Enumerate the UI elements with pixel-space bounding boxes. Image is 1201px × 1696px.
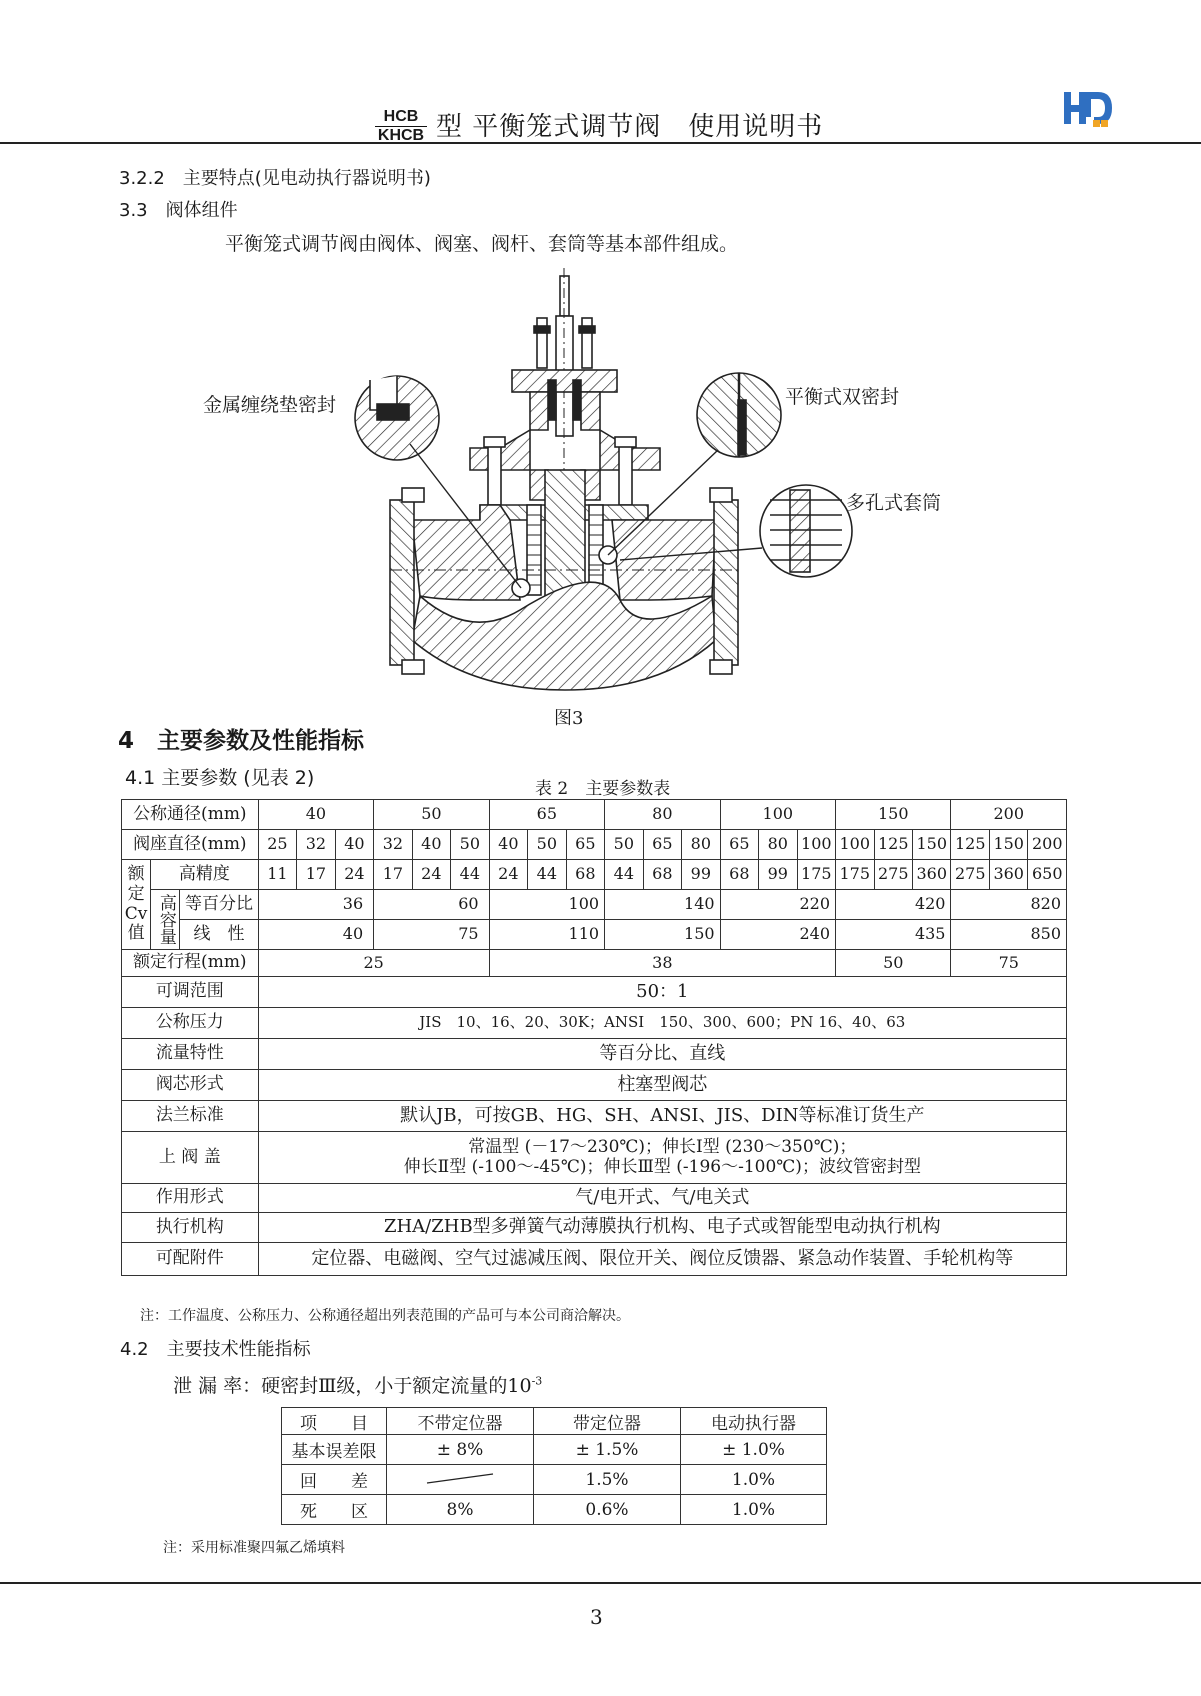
perf-cell: 死 区 xyxy=(282,1495,387,1525)
seat-cell: 65 xyxy=(643,830,681,860)
table-row xyxy=(122,1008,1067,1039)
label-seat-diameter: 阀座直径(mm) xyxy=(122,830,259,860)
perf-header: 带定位器 xyxy=(534,1408,681,1435)
leakage-rate-text xyxy=(173,1371,542,1398)
table-2-note: 注：工作温度、公称压力、公称通径超出列表范围的产品可与本公司商洽解决。 xyxy=(140,1308,630,1324)
row-label: 作用形式 xyxy=(122,1184,259,1213)
seat-cell: 80 xyxy=(682,830,721,860)
bonnet-value xyxy=(258,1132,1066,1184)
row-value: 50：1 xyxy=(258,977,1066,1008)
table-row xyxy=(122,890,1067,920)
callout-metal-gasket-seal: 金属缠绕垫密封 xyxy=(203,394,337,416)
seat-cell: 40 xyxy=(335,830,374,860)
table-row xyxy=(282,1408,827,1435)
cv-cell: 220 xyxy=(720,890,835,920)
seat-cell: 32 xyxy=(297,830,335,860)
perf-cell: 1.0% xyxy=(681,1495,827,1525)
label-high-capacity: 高容量 xyxy=(151,890,180,950)
perf-cell-na xyxy=(387,1465,534,1495)
table-row xyxy=(282,1465,827,1495)
cv-cell: 175 xyxy=(836,860,874,890)
perf-cell: 1.5% xyxy=(534,1465,681,1495)
cv-cell: 360 xyxy=(989,860,1027,890)
row-label: 执行机构 xyxy=(122,1213,259,1243)
row-value: ZHA/ZHB型多弹簧气动薄膜执行机构、电子式或智能型电动执行机构 xyxy=(258,1213,1066,1243)
bonnet-line-1: 常温型 (－17～230℃)；伸长Ⅰ型 (230～350℃)； xyxy=(468,1136,857,1157)
dn-cell: 65 xyxy=(489,800,604,830)
figure-caption: 图3 xyxy=(554,708,584,729)
model-code-top: HCB xyxy=(375,108,427,127)
row-label: 流量特性 xyxy=(122,1039,259,1070)
perf-cell: ± 1.5% xyxy=(534,1435,681,1465)
main-parameters-table xyxy=(121,799,1067,1276)
table-row xyxy=(122,1101,1067,1132)
row-value: 柱塞型阀芯 xyxy=(258,1070,1066,1101)
cv-cell: 435 xyxy=(836,920,951,950)
cv-cell: 17 xyxy=(297,860,335,890)
perf-cell: 0.6% xyxy=(534,1495,681,1525)
page-number: 3 xyxy=(590,1605,603,1629)
section-4-1: 4.1 主要参数 (见表 2) xyxy=(125,767,315,789)
seat-cell: 100 xyxy=(797,830,835,860)
perf-cell: 基本误差限 xyxy=(282,1435,387,1465)
seat-cell: 25 xyxy=(258,830,296,860)
cv-cell: 820 xyxy=(951,890,1067,920)
travel-cell: 50 xyxy=(836,950,951,977)
cv-cell: 100 xyxy=(489,890,604,920)
cv-cell: 44 xyxy=(451,860,490,890)
cv-cell: 360 xyxy=(913,860,951,890)
footer-rule xyxy=(0,1582,1201,1584)
section-4-heading: 4 主要参数及性能指标 xyxy=(118,728,365,754)
cv-cell: 420 xyxy=(836,890,951,920)
valve-cross-section-diagram xyxy=(0,0,1201,740)
table-row xyxy=(282,1435,827,1465)
table-row xyxy=(122,977,1067,1008)
travel-cell: 75 xyxy=(951,950,1067,977)
cv-cell: 68 xyxy=(720,860,758,890)
row-value: 气/电开式、气/电关式 xyxy=(258,1184,1066,1213)
dn-cell: 50 xyxy=(374,800,489,830)
perf-cell: ± 8% xyxy=(387,1435,534,1465)
table-row xyxy=(122,800,1067,830)
performance-table xyxy=(281,1407,827,1525)
callout-porous-cage: 多孔式套筒 xyxy=(846,492,942,514)
label-equal-percentage: 等百分比 xyxy=(180,890,258,920)
travel-cell: 25 xyxy=(258,950,489,977)
row-value: 定位器、电磁阀、空气过滤减压阀、限位开关、阀位反馈器、紧急动作装置、手轮机构等 xyxy=(258,1243,1066,1276)
cv-cell: 68 xyxy=(643,860,681,890)
cv-cell: 850 xyxy=(951,920,1067,950)
seat-cell: 32 xyxy=(374,830,412,860)
table-row xyxy=(122,1184,1067,1213)
section-4-2: 4.2 主要技术性能指标 xyxy=(120,1339,311,1360)
seat-cell: 150 xyxy=(913,830,951,860)
cv-cell: 275 xyxy=(874,860,912,890)
cv-cell: 75 xyxy=(374,920,489,950)
dn-cell: 80 xyxy=(605,800,720,830)
seat-cell: 65 xyxy=(566,830,605,860)
table-row xyxy=(122,830,1067,860)
seat-cell: 50 xyxy=(451,830,490,860)
row-label: 上 阀 盖 xyxy=(122,1132,259,1184)
table-row xyxy=(282,1495,827,1525)
section-3-3-text: 平衡笼式调节阀由阀体、阀塞、阀杆、套筒等基本部件组成。 xyxy=(225,233,739,255)
perf-cell: 回 差 xyxy=(282,1465,387,1495)
dn-cell: 150 xyxy=(836,800,951,830)
seat-cell: 150 xyxy=(989,830,1027,860)
label-rated-travel: 额定行程(mm) xyxy=(122,950,259,977)
cv-cell: 44 xyxy=(528,860,566,890)
seat-cell: 125 xyxy=(951,830,989,860)
cv-cell: 175 xyxy=(797,860,835,890)
cv-cell: 240 xyxy=(720,920,835,950)
row-label: 法兰标准 xyxy=(122,1101,259,1132)
cv-cell: 40 xyxy=(258,920,373,950)
row-value: 等百分比、直线 xyxy=(258,1039,1066,1070)
callout-balanced-double-seal: 平衡式双密封 xyxy=(785,386,900,408)
dn-cell: 200 xyxy=(951,800,1067,830)
label-linear: 线 性 xyxy=(180,920,258,950)
table-row xyxy=(122,860,1067,890)
seat-cell: 50 xyxy=(528,830,566,860)
seat-cell: 200 xyxy=(1028,830,1067,860)
cv-cell: 140 xyxy=(605,890,720,920)
cv-cell: 650 xyxy=(1028,860,1067,890)
perf-cell: ± 1.0% xyxy=(681,1435,827,1465)
label-high-precision: 高精度 xyxy=(151,860,258,890)
table-row xyxy=(122,1132,1067,1184)
cv-cell: 24 xyxy=(412,860,450,890)
cv-cell: 275 xyxy=(951,860,989,890)
table-row xyxy=(122,1039,1067,1070)
cv-cell: 44 xyxy=(605,860,643,890)
row-label: 公称压力 xyxy=(122,1008,259,1039)
perf-header: 电动执行器 xyxy=(681,1408,827,1435)
label-rated-cv: 额定Cv值 xyxy=(122,860,151,950)
table-2-caption: 表 2 主要参数表 xyxy=(535,779,671,799)
dn-cell: 100 xyxy=(720,800,835,830)
seat-cell: 125 xyxy=(874,830,912,860)
travel-cell: 38 xyxy=(489,950,835,977)
seat-cell: 65 xyxy=(720,830,758,860)
document-title: 型 平衡笼式调节阀 使用说明书 xyxy=(436,112,824,142)
not-applicable-slash xyxy=(425,1471,495,1485)
seat-cell: 50 xyxy=(605,830,643,860)
bonnet-line-2: 伸长Ⅱ型 (-100～-45℃)；伸长Ⅲ型 (-196～-100℃)；波纹管密封型 xyxy=(403,1156,921,1177)
row-label: 可配附件 xyxy=(122,1243,259,1276)
section-3-3: 3.3 阀体组件 xyxy=(119,200,238,221)
row-value: JIS 10、16、20、30K；ANSI 150、300、600；PN 16、40、63 xyxy=(258,1008,1066,1039)
perf-header: 项 目 xyxy=(282,1408,387,1435)
model-code-bottom: KHCB xyxy=(377,127,425,144)
perf-cell: 1.0% xyxy=(681,1465,827,1495)
cv-cell: 60 xyxy=(374,890,489,920)
cv-cell: 36 xyxy=(258,890,373,920)
section-3-2-2: 3.2.2 主要特点(见电动执行器说明书) xyxy=(119,168,431,189)
table-row xyxy=(122,1243,1067,1276)
cv-cell: 24 xyxy=(489,860,527,890)
cv-cell: 99 xyxy=(759,860,797,890)
leakage-rate-exponent: -3 xyxy=(531,1374,543,1388)
table-row xyxy=(122,950,1067,977)
row-label: 可调范围 xyxy=(122,977,259,1008)
perf-header: 不带定位器 xyxy=(387,1408,534,1435)
perf-cell: 8% xyxy=(387,1495,534,1525)
seat-cell: 80 xyxy=(759,830,797,860)
row-label: 阀芯形式 xyxy=(122,1070,259,1101)
label-nominal-diameter: 公称通径(mm) xyxy=(122,800,259,830)
cv-cell: 150 xyxy=(605,920,720,950)
seat-cell: 40 xyxy=(412,830,450,860)
table-row xyxy=(122,920,1067,950)
cv-cell: 68 xyxy=(566,860,605,890)
table-row xyxy=(122,1070,1067,1101)
seat-cell: 100 xyxy=(836,830,874,860)
packing-note: 注：采用标准聚四氟乙烯填料 xyxy=(163,1540,345,1556)
row-value: 默认JB，可按GB、HG、SH、ANSI、JIS、DIN等标准订货生产 xyxy=(258,1101,1066,1132)
cv-cell: 110 xyxy=(489,920,604,950)
cv-cell: 24 xyxy=(335,860,374,890)
cv-cell: 11 xyxy=(258,860,296,890)
cv-cell: 99 xyxy=(682,860,721,890)
cv-cell: 17 xyxy=(374,860,412,890)
table-row xyxy=(122,1213,1067,1243)
leakage-rate-main: 泄 漏 率：硬密封Ⅲ级，小于额定流量的10 xyxy=(173,1375,532,1397)
dn-cell: 40 xyxy=(258,800,373,830)
seat-cell: 40 xyxy=(489,830,527,860)
